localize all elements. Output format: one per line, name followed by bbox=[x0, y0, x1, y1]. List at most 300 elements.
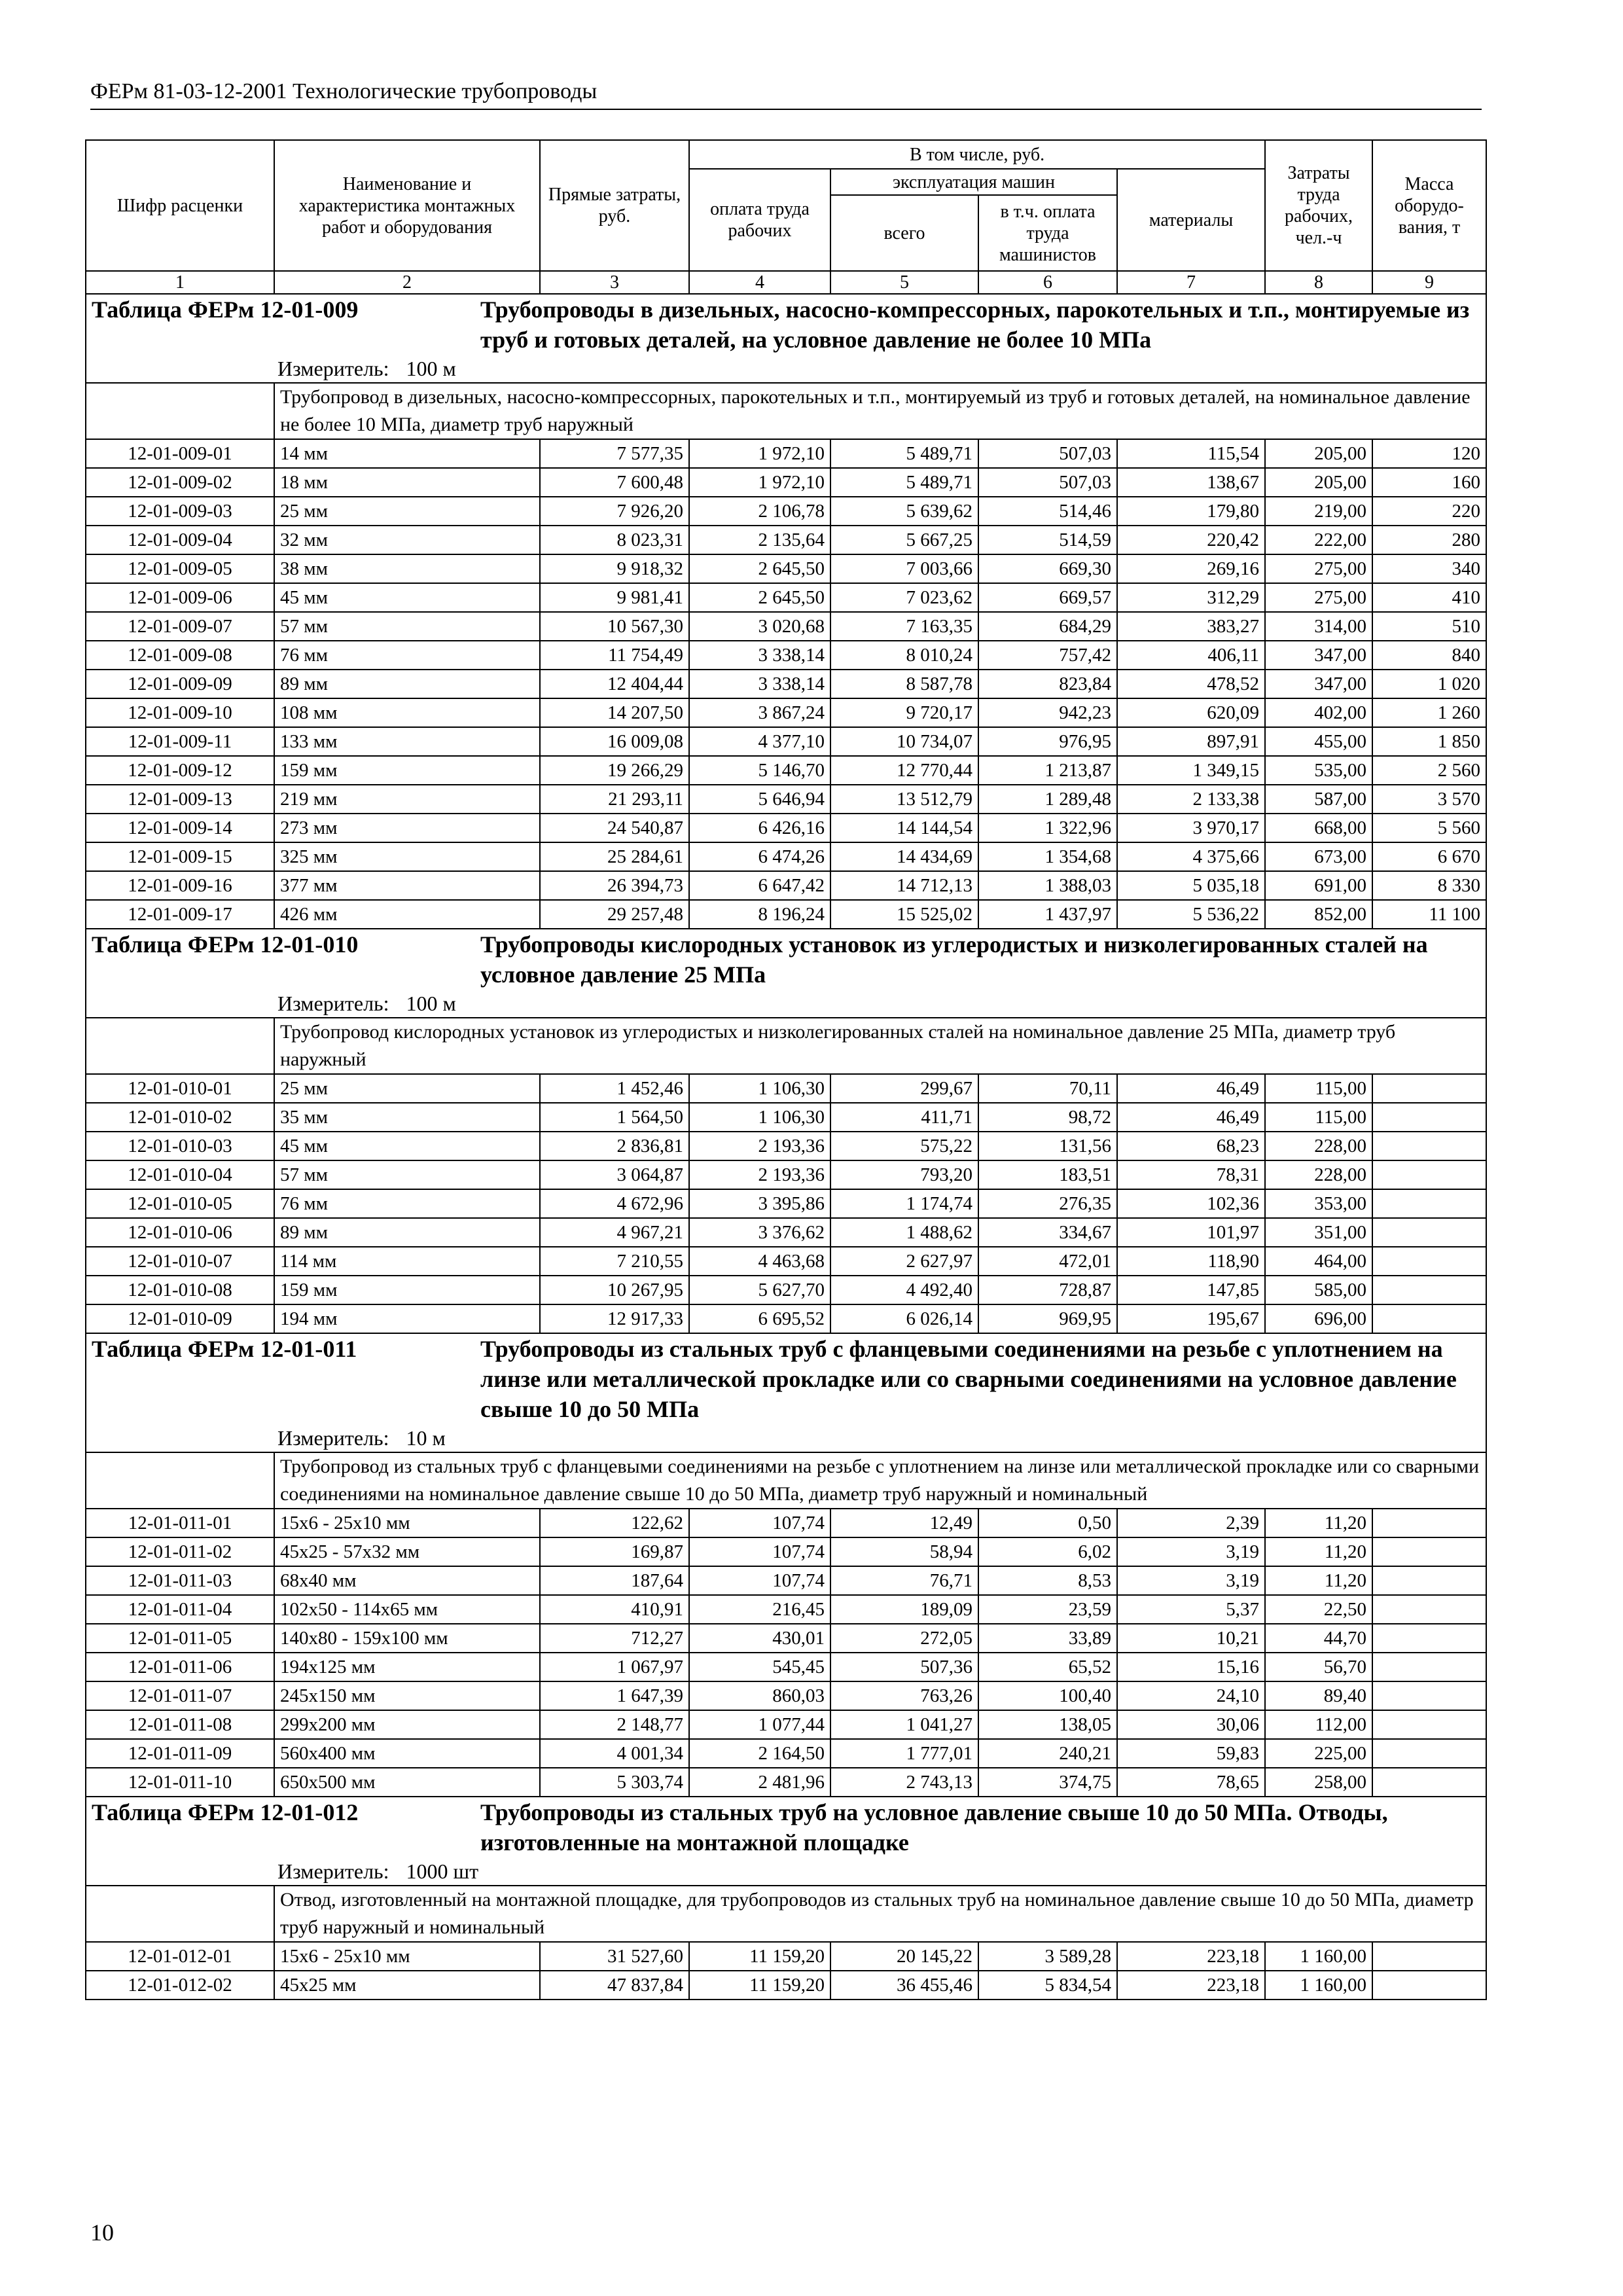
table-row bbox=[86, 1247, 1486, 1276]
rate-code: 12-01-012-01 bbox=[86, 1942, 274, 1971]
machinists-pay: 1 213,87 bbox=[978, 756, 1117, 785]
labor-cost: 691,00 bbox=[1265, 871, 1372, 900]
machines-total: 15 525,02 bbox=[830, 900, 978, 929]
labor-cost: 115,00 bbox=[1265, 1074, 1372, 1103]
direct-cost: 19 266,29 bbox=[540, 756, 689, 785]
col-header-equipment-mass: Масса оборудо-вания, т bbox=[1372, 140, 1486, 271]
section-header bbox=[86, 294, 1486, 383]
work-name: 15x6 - 25x10 мм bbox=[274, 1509, 540, 1537]
direct-cost: 5 303,74 bbox=[540, 1768, 689, 1797]
col-header-code: Шифр расценки bbox=[86, 140, 274, 271]
table-row bbox=[86, 1681, 1486, 1710]
labor-cost: 11,20 bbox=[1265, 1566, 1372, 1595]
equipment-mass bbox=[1372, 1942, 1486, 1971]
machinists-pay: 942,23 bbox=[978, 698, 1117, 727]
work-name: 68x40 мм bbox=[274, 1566, 540, 1595]
machines-total: 10 734,07 bbox=[830, 727, 978, 756]
table-row bbox=[86, 1218, 1486, 1247]
section-measure bbox=[92, 1857, 1480, 1885]
section-heading bbox=[92, 1334, 1480, 1424]
equipment-mass: 510 bbox=[1372, 612, 1486, 641]
labor-cost: 402,00 bbox=[1265, 698, 1372, 727]
labor-pay: 2 106,78 bbox=[689, 497, 830, 526]
equipment-mass bbox=[1372, 1132, 1486, 1160]
machinists-pay: 65,52 bbox=[978, 1653, 1117, 1681]
col-header-name: Наименование и характеристика монтажных работ и оборудования bbox=[274, 140, 540, 271]
equipment-mass: 220 bbox=[1372, 497, 1486, 526]
section-title: Трубопроводы из стальных труб с фланцевыми соединениями на резьбе с уплотнением на линзе или металлической прокладке или со сварными соединениями на условное давление свыше 10 до 50 МПа bbox=[480, 1336, 1457, 1422]
labor-cost: 11,20 bbox=[1265, 1509, 1372, 1537]
rate-code: 12-01-011-07 bbox=[86, 1681, 274, 1710]
labor-pay: 3 338,14 bbox=[689, 670, 830, 698]
materials: 68,23 bbox=[1117, 1132, 1265, 1160]
machinists-pay: 757,42 bbox=[978, 641, 1117, 670]
machines-total: 7 003,66 bbox=[830, 554, 978, 583]
labor-pay: 6 426,16 bbox=[689, 814, 830, 842]
table-row bbox=[86, 1103, 1486, 1132]
section-description: Отвод, изготовленный на монтажной площадке, для трубопроводов из стальных труб на номинальное давление свыше 10 до 50 МПа, диаметр труб наружный и номинальный bbox=[274, 1886, 1486, 1942]
table-row bbox=[86, 1942, 1486, 1971]
direct-cost: 3 064,87 bbox=[540, 1160, 689, 1189]
machinists-pay: 0,50 bbox=[978, 1509, 1117, 1537]
section-header-row bbox=[86, 1333, 1486, 1452]
labor-pay: 4 377,10 bbox=[689, 727, 830, 756]
labor-cost: 1 160,00 bbox=[1265, 1942, 1372, 1971]
materials: 118,90 bbox=[1117, 1247, 1265, 1276]
work-name: 89 мм bbox=[274, 1218, 540, 1247]
work-name: 25 мм bbox=[274, 497, 540, 526]
rate-code: 12-01-009-05 bbox=[86, 554, 274, 583]
equipment-mass bbox=[1372, 1537, 1486, 1566]
materials: 620,09 bbox=[1117, 698, 1265, 727]
table-row bbox=[86, 727, 1486, 756]
machinists-pay: 969,95 bbox=[978, 1304, 1117, 1333]
section-description-row bbox=[86, 1452, 1486, 1509]
table-row bbox=[86, 785, 1486, 814]
machinists-pay: 98,72 bbox=[978, 1103, 1117, 1132]
machines-total: 272,05 bbox=[830, 1624, 978, 1653]
rate-code: 12-01-011-03 bbox=[86, 1566, 274, 1595]
materials: 3,19 bbox=[1117, 1566, 1265, 1595]
direct-cost: 4 672,96 bbox=[540, 1189, 689, 1218]
machines-total: 5 489,71 bbox=[830, 468, 978, 497]
work-name: 89 мм bbox=[274, 670, 540, 698]
rate-code: 12-01-011-06 bbox=[86, 1653, 274, 1681]
page-header: ФЕРм 81-03-12-2001 Технологические трубопроводы bbox=[90, 79, 597, 103]
work-name: 45 мм bbox=[274, 583, 540, 612]
table-row bbox=[86, 871, 1486, 900]
direct-cost: 8 023,31 bbox=[540, 526, 689, 554]
col-header-machinists-pay: в т.ч. оплата труда машинистов bbox=[978, 195, 1117, 271]
labor-pay: 3 376,62 bbox=[689, 1218, 830, 1247]
section-code: Таблица ФЕРм 12-01-011 bbox=[92, 1336, 357, 1362]
labor-pay: 1 106,30 bbox=[689, 1074, 830, 1103]
materials: 3,19 bbox=[1117, 1537, 1265, 1566]
labor-cost: 347,00 bbox=[1265, 670, 1372, 698]
table-row bbox=[86, 814, 1486, 842]
equipment-mass: 1 020 bbox=[1372, 670, 1486, 698]
direct-cost: 10 567,30 bbox=[540, 612, 689, 641]
labor-pay: 1 077,44 bbox=[689, 1710, 830, 1739]
direct-cost: 29 257,48 bbox=[540, 900, 689, 929]
machines-total: 5 489,71 bbox=[830, 439, 978, 468]
rate-code: 12-01-010-05 bbox=[86, 1189, 274, 1218]
table-row bbox=[86, 497, 1486, 526]
machinists-pay: 1 354,68 bbox=[978, 842, 1117, 871]
materials: 10,21 bbox=[1117, 1624, 1265, 1653]
rate-code: 12-01-011-08 bbox=[86, 1710, 274, 1739]
labor-cost: 112,00 bbox=[1265, 1710, 1372, 1739]
section-code: Таблица ФЕРм 12-01-010 bbox=[92, 931, 359, 958]
table-row bbox=[86, 1189, 1486, 1218]
machinists-pay: 6,02 bbox=[978, 1537, 1117, 1566]
direct-cost: 12 404,44 bbox=[540, 670, 689, 698]
machinists-pay: 976,95 bbox=[978, 727, 1117, 756]
equipment-mass: 11 100 bbox=[1372, 900, 1486, 929]
machinists-pay: 23,59 bbox=[978, 1595, 1117, 1624]
equipment-mass bbox=[1372, 1710, 1486, 1739]
labor-cost: 228,00 bbox=[1265, 1132, 1372, 1160]
labor-cost: 1 160,00 bbox=[1265, 1971, 1372, 2000]
direct-cost: 2 836,81 bbox=[540, 1132, 689, 1160]
machinists-pay: 138,05 bbox=[978, 1710, 1117, 1739]
direct-cost: 11 754,49 bbox=[540, 641, 689, 670]
col-header-labor-pay: оплата труда рабочих bbox=[689, 169, 830, 271]
materials: 5,37 bbox=[1117, 1595, 1265, 1624]
materials: 101,97 bbox=[1117, 1218, 1265, 1247]
labor-pay: 5 627,70 bbox=[689, 1276, 830, 1304]
machinists-pay: 240,21 bbox=[978, 1739, 1117, 1768]
labor-pay: 107,74 bbox=[689, 1537, 830, 1566]
column-number: 2 bbox=[274, 271, 540, 294]
labor-cost: 275,00 bbox=[1265, 583, 1372, 612]
machinists-pay: 507,03 bbox=[978, 439, 1117, 468]
direct-cost: 410,91 bbox=[540, 1595, 689, 1624]
labor-cost: 44,70 bbox=[1265, 1624, 1372, 1653]
direct-cost: 24 540,87 bbox=[540, 814, 689, 842]
rate-code: 12-01-011-09 bbox=[86, 1739, 274, 1768]
measure-value: 10 м bbox=[406, 1426, 446, 1450]
rate-code: 12-01-011-02 bbox=[86, 1537, 274, 1566]
work-name: 245x150 мм bbox=[274, 1681, 540, 1710]
table-row bbox=[86, 1624, 1486, 1653]
direct-cost: 169,87 bbox=[540, 1537, 689, 1566]
measure-label: Измеритель: bbox=[277, 357, 389, 380]
rate-code: 12-01-009-07 bbox=[86, 612, 274, 641]
section-measure bbox=[92, 1424, 1480, 1452]
machines-total: 12,49 bbox=[830, 1509, 978, 1537]
labor-pay: 545,45 bbox=[689, 1653, 830, 1681]
equipment-mass bbox=[1372, 1681, 1486, 1710]
section-description: Трубопровод в дизельных, насосно-компрессорных, парокотельных и т.п., монтируемый из труб и готовых деталей, на номинальное давление не более 10 МПа, диаметр труб наружный bbox=[274, 383, 1486, 439]
measure-label: Измеритель: bbox=[277, 992, 389, 1015]
direct-cost: 47 837,84 bbox=[540, 1971, 689, 2000]
column-number: 9 bbox=[1372, 271, 1486, 294]
table-row bbox=[86, 1537, 1486, 1566]
materials: 147,85 bbox=[1117, 1276, 1265, 1304]
labor-pay: 2 164,50 bbox=[689, 1739, 830, 1768]
section-description-row bbox=[86, 1886, 1486, 1942]
machinists-pay: 1 437,97 bbox=[978, 900, 1117, 929]
equipment-mass bbox=[1372, 1074, 1486, 1103]
machines-total: 36 455,46 bbox=[830, 1971, 978, 2000]
labor-pay: 1 106,30 bbox=[689, 1103, 830, 1132]
table-row bbox=[86, 612, 1486, 641]
machines-total: 7 163,35 bbox=[830, 612, 978, 641]
equipment-mass bbox=[1372, 1103, 1486, 1132]
rate-code: 12-01-009-11 bbox=[86, 727, 274, 756]
section-header-row bbox=[86, 1797, 1486, 1886]
labor-pay: 2 193,36 bbox=[689, 1160, 830, 1189]
rate-code: 12-01-010-07 bbox=[86, 1247, 274, 1276]
col-header-materials: материалы bbox=[1117, 169, 1265, 271]
table-row bbox=[86, 641, 1486, 670]
materials: 59,83 bbox=[1117, 1739, 1265, 1768]
materials: 269,16 bbox=[1117, 554, 1265, 583]
equipment-mass: 340 bbox=[1372, 554, 1486, 583]
table-row bbox=[86, 1971, 1486, 2000]
rate-code: 12-01-009-12 bbox=[86, 756, 274, 785]
table-row bbox=[86, 439, 1486, 468]
rate-code: 12-01-009-14 bbox=[86, 814, 274, 842]
materials: 312,29 bbox=[1117, 583, 1265, 612]
column-number: 7 bbox=[1117, 271, 1265, 294]
table-row bbox=[86, 1160, 1486, 1189]
section-heading bbox=[92, 1797, 1480, 1857]
table-row bbox=[86, 554, 1486, 583]
direct-cost: 4 001,34 bbox=[540, 1739, 689, 1768]
materials: 179,80 bbox=[1117, 497, 1265, 526]
equipment-mass bbox=[1372, 1768, 1486, 1797]
table-row bbox=[86, 1653, 1486, 1681]
machinists-pay: 3 589,28 bbox=[978, 1942, 1117, 1971]
rate-code: 12-01-011-01 bbox=[86, 1509, 274, 1537]
section-measure bbox=[92, 990, 1480, 1017]
section-header bbox=[86, 929, 1486, 1018]
machines-total: 14 434,69 bbox=[830, 842, 978, 871]
rates-table bbox=[85, 139, 1487, 2000]
labor-cost: 347,00 bbox=[1265, 641, 1372, 670]
rate-code: 12-01-011-05 bbox=[86, 1624, 274, 1653]
direct-cost: 1 067,97 bbox=[540, 1653, 689, 1681]
rate-code: 12-01-009-10 bbox=[86, 698, 274, 727]
direct-cost: 21 293,11 bbox=[540, 785, 689, 814]
materials: 897,91 bbox=[1117, 727, 1265, 756]
rate-code: 12-01-009-03 bbox=[86, 497, 274, 526]
work-name: 159 мм bbox=[274, 1276, 540, 1304]
table-row bbox=[86, 1509, 1486, 1537]
materials: 195,67 bbox=[1117, 1304, 1265, 1333]
materials: 4 375,66 bbox=[1117, 842, 1265, 871]
section-description: Трубопровод из стальных труб с фланцевыми соединениями на резьбе с уплотнением на линзе или металлической прокладке или со сварными соединениями на номинальное давление свыше 10 до 50 МПа, диаметр труб наружный и номинальный bbox=[274, 1452, 1486, 1509]
col-header-machines-total: всего bbox=[830, 195, 978, 271]
col-header-direct: Прямые затраты, руб. bbox=[540, 140, 689, 271]
machinists-pay: 1 322,96 bbox=[978, 814, 1117, 842]
section-header-row bbox=[86, 294, 1486, 383]
table-row bbox=[86, 698, 1486, 727]
work-name: 45x25 мм bbox=[274, 1971, 540, 2000]
materials: 30,06 bbox=[1117, 1710, 1265, 1739]
work-name: 133 мм bbox=[274, 727, 540, 756]
column-number: 5 bbox=[830, 271, 978, 294]
equipment-mass bbox=[1372, 1276, 1486, 1304]
rate-code: 12-01-011-04 bbox=[86, 1595, 274, 1624]
machinists-pay: 514,59 bbox=[978, 526, 1117, 554]
labor-pay: 6 474,26 bbox=[689, 842, 830, 871]
work-name: 25 мм bbox=[274, 1074, 540, 1103]
labor-pay: 3 395,86 bbox=[689, 1189, 830, 1218]
col-header-machines: эксплуатация машин bbox=[830, 169, 1117, 195]
direct-cost: 9 918,32 bbox=[540, 554, 689, 583]
labor-pay: 2 645,50 bbox=[689, 583, 830, 612]
table-row bbox=[86, 1768, 1486, 1797]
labor-pay: 2 481,96 bbox=[689, 1768, 830, 1797]
labor-cost: 353,00 bbox=[1265, 1189, 1372, 1218]
section-measure bbox=[92, 355, 1480, 382]
materials: 138,67 bbox=[1117, 468, 1265, 497]
section-header bbox=[86, 1797, 1486, 1886]
labor-pay: 3 020,68 bbox=[689, 612, 830, 641]
section-header bbox=[86, 1333, 1486, 1452]
labor-cost: 22,50 bbox=[1265, 1595, 1372, 1624]
equipment-mass: 6 670 bbox=[1372, 842, 1486, 871]
machinists-pay: 131,56 bbox=[978, 1132, 1117, 1160]
table-row bbox=[86, 1739, 1486, 1768]
direct-cost: 26 394,73 bbox=[540, 871, 689, 900]
rate-code: 12-01-009-01 bbox=[86, 439, 274, 468]
table-row bbox=[86, 1304, 1486, 1333]
direct-cost: 12 917,33 bbox=[540, 1304, 689, 1333]
labor-pay: 6 647,42 bbox=[689, 871, 830, 900]
work-name: 299x200 мм bbox=[274, 1710, 540, 1739]
materials: 115,54 bbox=[1117, 439, 1265, 468]
direct-cost: 16 009,08 bbox=[540, 727, 689, 756]
work-name: 14 мм bbox=[274, 439, 540, 468]
work-name: 560x400 мм bbox=[274, 1739, 540, 1768]
description-spacer bbox=[86, 1886, 274, 1942]
work-name: 76 мм bbox=[274, 1189, 540, 1218]
machines-total: 793,20 bbox=[830, 1160, 978, 1189]
equipment-mass: 280 bbox=[1372, 526, 1486, 554]
equipment-mass: 120 bbox=[1372, 439, 1486, 468]
equipment-mass: 1 850 bbox=[1372, 727, 1486, 756]
materials: 383,27 bbox=[1117, 612, 1265, 641]
labor-cost: 275,00 bbox=[1265, 554, 1372, 583]
column-number: 8 bbox=[1265, 271, 1372, 294]
labor-cost: 455,00 bbox=[1265, 727, 1372, 756]
rate-code: 12-01-011-10 bbox=[86, 1768, 274, 1797]
machinists-pay: 5 834,54 bbox=[978, 1971, 1117, 2000]
machines-total: 763,26 bbox=[830, 1681, 978, 1710]
machines-total: 575,22 bbox=[830, 1132, 978, 1160]
equipment-mass bbox=[1372, 1304, 1486, 1333]
direct-cost: 712,27 bbox=[540, 1624, 689, 1653]
equipment-mass bbox=[1372, 1971, 1486, 2000]
machines-total: 14 144,54 bbox=[830, 814, 978, 842]
materials: 2 133,38 bbox=[1117, 785, 1265, 814]
labor-pay: 430,01 bbox=[689, 1624, 830, 1653]
rate-code: 12-01-009-02 bbox=[86, 468, 274, 497]
direct-cost: 7 210,55 bbox=[540, 1247, 689, 1276]
col-header-including: В том числе, руб. bbox=[689, 140, 1265, 169]
materials: 223,18 bbox=[1117, 1971, 1265, 2000]
labor-cost: 56,70 bbox=[1265, 1653, 1372, 1681]
table-row bbox=[86, 900, 1486, 929]
labor-cost: 115,00 bbox=[1265, 1103, 1372, 1132]
rate-code: 12-01-009-15 bbox=[86, 842, 274, 871]
direct-cost: 1 564,50 bbox=[540, 1103, 689, 1132]
labor-cost: 89,40 bbox=[1265, 1681, 1372, 1710]
rate-code: 12-01-009-09 bbox=[86, 670, 274, 698]
direct-cost: 7 600,48 bbox=[540, 468, 689, 497]
labor-pay: 860,03 bbox=[689, 1681, 830, 1710]
machinists-pay: 8,53 bbox=[978, 1566, 1117, 1595]
rate-code: 12-01-009-17 bbox=[86, 900, 274, 929]
machines-total: 1 777,01 bbox=[830, 1739, 978, 1768]
work-name: 108 мм bbox=[274, 698, 540, 727]
labor-cost: 205,00 bbox=[1265, 439, 1372, 468]
direct-cost: 1 647,39 bbox=[540, 1681, 689, 1710]
rate-code: 12-01-010-09 bbox=[86, 1304, 274, 1333]
labor-cost: 696,00 bbox=[1265, 1304, 1372, 1333]
materials: 46,49 bbox=[1117, 1103, 1265, 1132]
rate-code: 12-01-009-08 bbox=[86, 641, 274, 670]
table-row bbox=[86, 468, 1486, 497]
rate-code: 12-01-009-16 bbox=[86, 871, 274, 900]
machinists-pay: 100,40 bbox=[978, 1681, 1117, 1710]
equipment-mass bbox=[1372, 1624, 1486, 1653]
machinists-pay: 183,51 bbox=[978, 1160, 1117, 1189]
machinists-pay: 684,29 bbox=[978, 612, 1117, 641]
labor-cost: 219,00 bbox=[1265, 497, 1372, 526]
description-spacer bbox=[86, 1452, 274, 1509]
work-name: 194x125 мм bbox=[274, 1653, 540, 1681]
section-header-row bbox=[86, 929, 1486, 1018]
labor-pay: 11 159,20 bbox=[689, 1942, 830, 1971]
direct-cost: 25 284,61 bbox=[540, 842, 689, 871]
materials: 15,16 bbox=[1117, 1653, 1265, 1681]
work-name: 57 мм bbox=[274, 1160, 540, 1189]
rate-code: 12-01-009-06 bbox=[86, 583, 274, 612]
machines-total: 7 023,62 bbox=[830, 583, 978, 612]
direct-cost: 1 452,46 bbox=[540, 1074, 689, 1103]
materials: 102,36 bbox=[1117, 1189, 1265, 1218]
labor-cost: 464,00 bbox=[1265, 1247, 1372, 1276]
labor-cost: 314,00 bbox=[1265, 612, 1372, 641]
materials: 2,39 bbox=[1117, 1509, 1265, 1537]
section-description-row bbox=[86, 1018, 1486, 1074]
table-row bbox=[86, 1595, 1486, 1624]
machines-total: 1 041,27 bbox=[830, 1710, 978, 1739]
materials: 3 970,17 bbox=[1117, 814, 1265, 842]
section-description: Трубопровод кислородных установок из углеродистых и низколегированных сталей на номинальное давление 25 МПа, диаметр труб наружный bbox=[274, 1018, 1486, 1074]
direct-cost: 9 981,41 bbox=[540, 583, 689, 612]
rate-code: 12-01-010-02 bbox=[86, 1103, 274, 1132]
measure-value: 100 м bbox=[406, 357, 456, 380]
equipment-mass bbox=[1372, 1566, 1486, 1595]
machinists-pay: 507,03 bbox=[978, 468, 1117, 497]
equipment-mass bbox=[1372, 1653, 1486, 1681]
labor-pay: 6 695,52 bbox=[689, 1304, 830, 1333]
work-name: 102x50 - 114x65 мм bbox=[274, 1595, 540, 1624]
work-name: 45 мм bbox=[274, 1132, 540, 1160]
labor-pay: 107,74 bbox=[689, 1509, 830, 1537]
work-name: 273 мм bbox=[274, 814, 540, 842]
machines-total: 507,36 bbox=[830, 1653, 978, 1681]
rate-code: 12-01-012-02 bbox=[86, 1971, 274, 2000]
labor-pay: 216,45 bbox=[689, 1595, 830, 1624]
materials: 78,31 bbox=[1117, 1160, 1265, 1189]
